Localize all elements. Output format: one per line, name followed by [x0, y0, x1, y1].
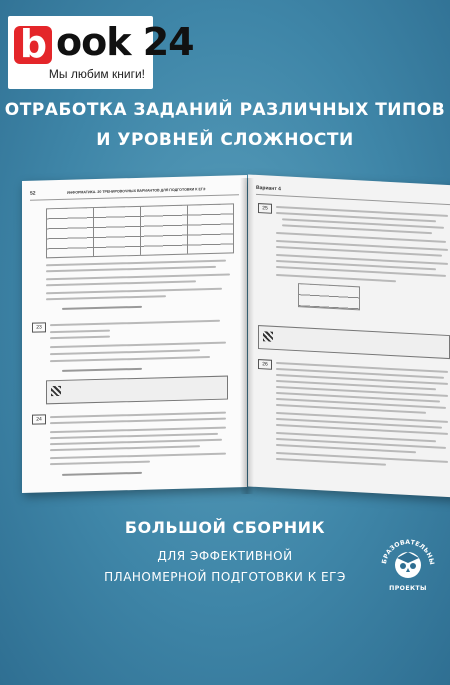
answer-table	[298, 283, 360, 310]
book-left-page	[22, 175, 247, 493]
headline-line-2: И УРОВНЕЙ СЛОЖНОСТИ	[96, 130, 354, 150]
right-page-header	[256, 185, 450, 205]
online-task-note	[258, 325, 450, 359]
logo-wordmark-text: ook 24	[56, 20, 194, 64]
book-spine-shadow	[240, 178, 254, 494]
qr-icon	[263, 331, 273, 342]
owl-badge-icon	[378, 518, 438, 608]
headline	[0, 95, 450, 155]
task-number-box: 23	[32, 322, 46, 332]
right-page-title: Вариант 4	[256, 184, 281, 193]
logo-b-mark: b	[14, 26, 52, 64]
book-right-page	[248, 174, 450, 497]
bottom-subtitle-line-1: ДЛЯ ЭФФЕКТИВНОЙ	[157, 549, 293, 563]
open-book-image	[22, 178, 450, 496]
left-page-number: 52	[30, 190, 36, 197]
process-table	[46, 203, 234, 258]
left-page-header	[30, 185, 239, 200]
book24-logo[interactable]	[8, 16, 194, 89]
logo-slogan: Мы любим книги!	[48, 67, 145, 81]
bottom-title: БОЛЬШОЙ СБОРНИК	[124, 518, 326, 537]
task-number-box: 24	[32, 414, 46, 424]
online-task-note	[46, 376, 228, 405]
task-number-box: 25	[258, 203, 272, 214]
left-page-title: ИНФОРМАТИКА. 20 ТРЕНИРОВОЧНЫХ ВАРИАНТОВ ДЛЯ ПОДГОТОВКИ К ЕГЭ	[66, 187, 206, 195]
educational-projects-badge	[378, 518, 438, 608]
task-number-box: 26	[258, 359, 272, 370]
svg-text:ПРОЕКТЫ: ПРОЕКТЫ	[389, 585, 427, 592]
qr-icon	[51, 386, 61, 396]
headline-line-1: ОТРАБОТКА ЗАДАНИЙ РАЗЛИЧНЫХ ТИПОВ	[4, 100, 446, 120]
svg-text:ОБРАЗОВАТЕЛЬНЫЕ: БРАЗОВАТЕЛЬНЫ	[381, 538, 436, 566]
bottom-subtitle-line-2: ПЛАНОМЕРНОЙ ПОДГОТОВКИ К ЕГЭ	[104, 570, 346, 584]
